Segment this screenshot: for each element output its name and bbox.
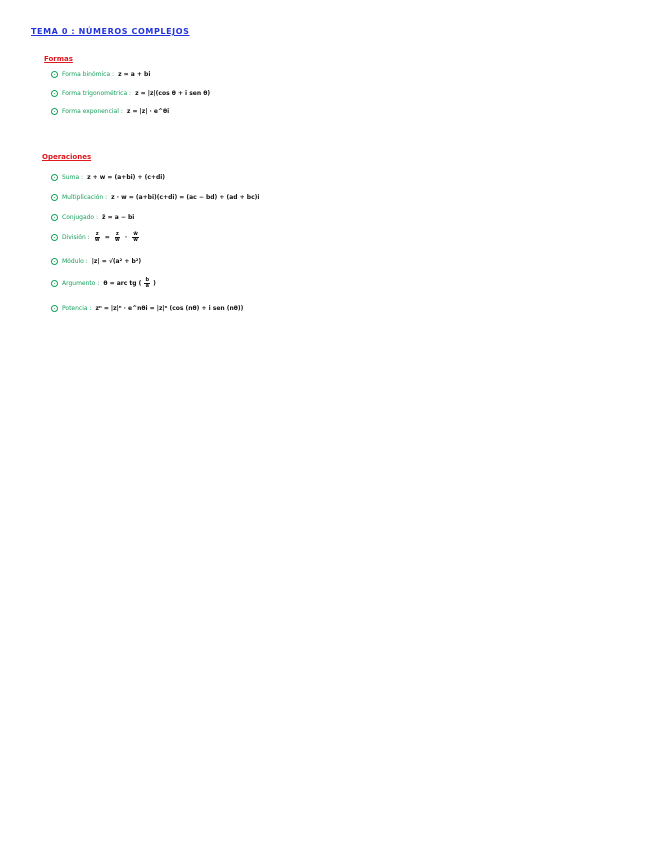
page-title: TEMA 0 : NÚMEROS COMPLEJOS xyxy=(31,27,190,36)
circle-dot-icon xyxy=(51,214,58,221)
section-heading-formas: Formas xyxy=(44,55,73,63)
item-formula: z · w = (a+bi)(c+di) = (ac − bd) + (ad + bc)i xyxy=(111,193,260,201)
circle-dot-icon xyxy=(51,258,58,265)
item-formula xyxy=(94,232,140,243)
item-label: Forma exponencial : xyxy=(62,107,123,115)
list-item xyxy=(51,232,140,243)
circle-dot-icon xyxy=(51,174,58,181)
item-label: Multiplicación : xyxy=(62,193,108,201)
item-formula: |z| = √(a² + b²) xyxy=(91,257,142,265)
item-label: Módulo : xyxy=(62,257,88,265)
formula-suffix: ) xyxy=(153,280,156,287)
item-label: Potencia : xyxy=(62,304,92,312)
list-item xyxy=(51,194,259,201)
item-formula: z = |z| · e^θi xyxy=(126,107,170,115)
formula-prefix: θ = arc tg ( xyxy=(103,280,142,287)
denominator: a xyxy=(145,283,149,289)
item-formula: z + w = (a+bi) + (c+di) xyxy=(87,173,166,181)
section-heading-operaciones: Operaciones xyxy=(42,153,92,161)
fraction xyxy=(95,232,100,243)
list-item xyxy=(51,108,169,115)
numerator: b xyxy=(145,277,150,283)
circle-dot-icon xyxy=(51,71,58,78)
list-item xyxy=(51,90,210,97)
circle-dot-icon xyxy=(51,90,58,97)
circle-dot-icon xyxy=(51,234,58,241)
item-label: Conjugado : xyxy=(62,213,99,221)
circle-dot-icon xyxy=(51,305,58,312)
item-label: División : xyxy=(62,233,90,241)
list-item xyxy=(51,278,156,289)
list-item xyxy=(51,174,165,181)
circle-dot-icon xyxy=(51,108,58,115)
list-item xyxy=(51,305,243,312)
item-formula: z̄ = a − bi xyxy=(102,213,135,221)
dot-operator: · xyxy=(124,234,128,241)
denominator: w xyxy=(114,237,120,243)
fraction xyxy=(115,232,120,243)
circle-dot-icon xyxy=(51,280,58,287)
list-item xyxy=(51,71,150,78)
numerator: w̄ xyxy=(133,231,138,237)
equals-sign: = xyxy=(104,234,110,241)
item-label: Forma trigonométrica : xyxy=(62,89,132,97)
list-item xyxy=(51,214,134,221)
list-item xyxy=(51,258,141,265)
numerator: z xyxy=(115,231,119,237)
item-formula: zⁿ = |z|ⁿ · e^nθi = |z|ⁿ (cos (nθ) + i sen (nθ)) xyxy=(95,304,244,312)
item-formula: z = a + bi xyxy=(118,70,151,78)
item-label: Argumento : xyxy=(62,279,100,287)
numerator: z xyxy=(95,231,99,237)
item-label: Suma : xyxy=(62,173,84,181)
fraction xyxy=(144,278,150,289)
fraction xyxy=(132,232,139,243)
denominator: w̄ xyxy=(133,237,138,243)
item-formula xyxy=(103,278,156,289)
circle-dot-icon xyxy=(51,194,58,201)
item-formula: z = |z|(cos θ + i sen θ) xyxy=(135,89,211,97)
item-label: Forma binómica : xyxy=(62,70,115,78)
denominator: w xyxy=(94,237,100,243)
